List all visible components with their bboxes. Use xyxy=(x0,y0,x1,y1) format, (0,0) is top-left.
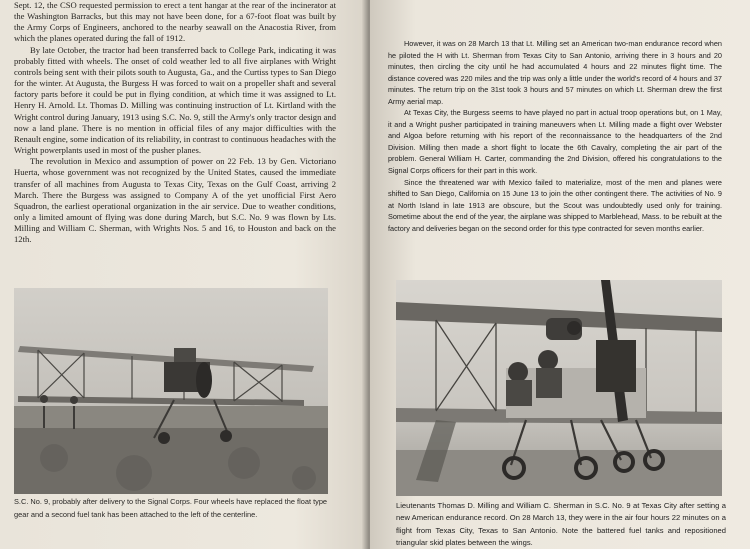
right-body-text xyxy=(388,38,722,234)
left-page xyxy=(0,0,368,549)
right-paragraph-3: Since the threatened war with Mexico failed to materialize, most of the men and planes were shifted to San Diego, California on 15 June 13 to join the other contingent there. The activities of No. 9 at North Island in late 1913 are obscure, but the Scout was undoubtedly used only for training. Sometime about the end of the year, the airplane was shipped to Marblehead, Mass. to be rebuilt at the factory and deliveries began on the second order for this type contracted for seven months earlier. xyxy=(388,177,722,233)
left-paragraph-3: The revolution in Mexico and assumption of power on 22 Feb. 13 by Gen. Victoriano Huerta, whose government was not recognized by the United States, caused the immediate transfer of all machines from Augusta to Texas City, Texas on the Gulf Coast, arriving 2 March. There the Burgess was assigned to Company A of the yet unofficial First Aero Squadron, the earliest operational organization in the air service. Due to weather conditions, only a limited amount of flying was done during March, but S.C. No. 9 was flown by Lts. Milling and William C. Sherman, with Wrights Nos. 5 and 16, to Houston and back on the 12th. xyxy=(14,156,336,245)
left-paragraph-2: By late October, the tractor had been transferred back to College Park, indicating it was probably fitted with wheels. The onset of cold weather led to all five airplanes with Wright controls being sent with their pilots south to Augusta, Ga., and the Curtiss types to San Diego for the winter. At Augusta, the Burgess H was forced to wait on a propeller shaft and several factory parts before it could be put in flying condition, at which time it was assigned to Lt. Henry H. Arnold. Lt. Thomas D. Milling was continuing instruction of Lt. Kirtland with the Wright control during January, 1913 using S.C. No. 9, still the Army's only tractor design and now a land plane. There is no mention in official files of any major difficulties with the Renault engine, some indication of its reliability, in contrast to continuous headaches with the Wright powerplants used in most of the pusher planes. xyxy=(14,44,336,156)
right-paragraph-1: However, it was on 28 March 13 that Lt. Milling set an American two-man endurance record when he piloted the H with Lt. Sherman from Texas City to San Antonio, arriving there in 3 hours and 20 minutes, then circling the city until he had accumulated 4 hours and 22 minutes flight time. The distance covered was 220 miles and the trip was only a little under the world's record of 4 hours and 37 minutes. The return trip on the 31st took 3 hours and 57 minutes on which Lt. Sherman drew the first Army aerial map. xyxy=(388,39,722,106)
left-photo-caption: S.C. No. 9, probably after delivery to the Signal Corps. Four wheels have replaced the float type gear and a second fuel tank has been attached to the left of the centerline. xyxy=(14,497,328,519)
right-page xyxy=(370,0,750,549)
right-photo-caption: Lieutenants Thomas D. Milling and William C. Sherman in S.C. No. 9 at Texas City after setting a new American endurance record. On 28 March 13, they were in the air four hours 22 minutes on a flight from Texas City, Texas to San Antonio. Note the battered fuel tanks and repositioned triangular skid plates between the wings. xyxy=(396,501,726,547)
right-photo-pilots-in-biplane xyxy=(396,280,722,496)
left-photo-biplane-on-field xyxy=(14,288,328,494)
left-paragraph-1: Sept. 12, the CSO requested permission to erect a tent hangar at the rear of the incinerator at the Washington Barracks, but this may not have been done, for a 67-foot float was built by the Army Corps of Engineers, anchored to the nearby seawall on the Anacostia River, from which the planes operated during the fall of 1912. xyxy=(14,0,336,44)
right-paragraph-2: At Texas City, the Burgess seems to have played no part in actual troop operations but, on 1 May, it and a Wright pusher participated in training maneuvers when Lt. Milling made a flight over Webster and Algoa before returning with his report of the reconnaissance to the headquarters of the 2nd Division. Milling then made a short flight to locate the 6th Cavalry, completing the air part of the problem. General William H. Carter, commanding the 2nd Division, offered his congratulations to the Signal Corps officers for their part in this work. xyxy=(388,108,722,176)
left-body-text xyxy=(14,0,336,245)
